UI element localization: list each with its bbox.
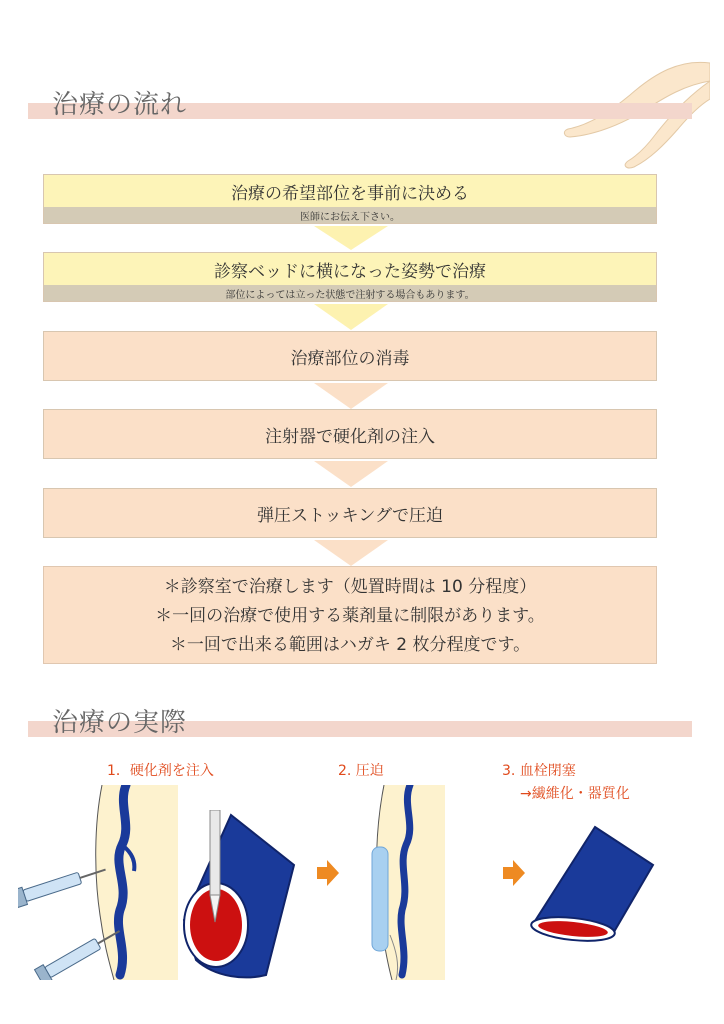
flow-arrow <box>314 461 388 487</box>
flow-arrow <box>314 226 388 250</box>
flow-step-text: 診察ベッドに横になった姿勢で治療 <box>44 253 656 285</box>
occluded-vessel-illustration <box>525 825 655 945</box>
orange-arrow-icon <box>503 860 525 886</box>
figure-label-injection: 1．硬化剤を注入 <box>107 763 214 779</box>
note-line: ＊診察室で治療します（処置時間は 10 分程度） <box>163 577 537 597</box>
leg-injection-illustration <box>18 785 178 980</box>
flow-step <box>43 409 657 459</box>
figure-label-fibrosis: →繊維化・器質化 <box>520 786 630 802</box>
flow-step-text: 注射器で硬化剤の注入 <box>265 426 435 447</box>
flow-arrow <box>314 383 388 409</box>
flow-step-text: 治療の希望部位を事前に決める <box>44 175 656 207</box>
flow-step <box>43 174 657 224</box>
section-title: 治療の実際 <box>52 708 188 738</box>
flow-step <box>43 252 657 302</box>
flow-step <box>43 488 657 538</box>
flow-step-text: 弾圧ストッキングで圧迫 <box>257 505 443 526</box>
flow-arrow <box>314 304 388 330</box>
notes-box <box>43 566 657 664</box>
leg-compression-illustration <box>370 785 445 980</box>
flow-step-note: 部位によっては立った状態で注射する場合もあります。 <box>44 285 656 301</box>
note-line: ＊一回で出来る範囲はハガキ 2 枚分程度です。 <box>169 635 531 655</box>
flow-arrow <box>314 540 388 566</box>
figure-label-compression: 2. 圧迫 <box>338 763 384 779</box>
flow-step-text: 治療部位の消毒 <box>290 348 410 369</box>
orange-arrow-icon <box>317 860 339 886</box>
flow-step <box>43 331 657 381</box>
note-line: ＊一回の治療で使用する薬剤量に制限があります。 <box>155 606 545 626</box>
figure-label-occlusion: 3. 血栓閉塞 <box>502 763 576 779</box>
vein-cross-section-needle <box>176 810 296 980</box>
flow-step-note: 医師にお伝え下さい。 <box>44 207 656 223</box>
section-title: 治療の流れ <box>52 90 188 120</box>
